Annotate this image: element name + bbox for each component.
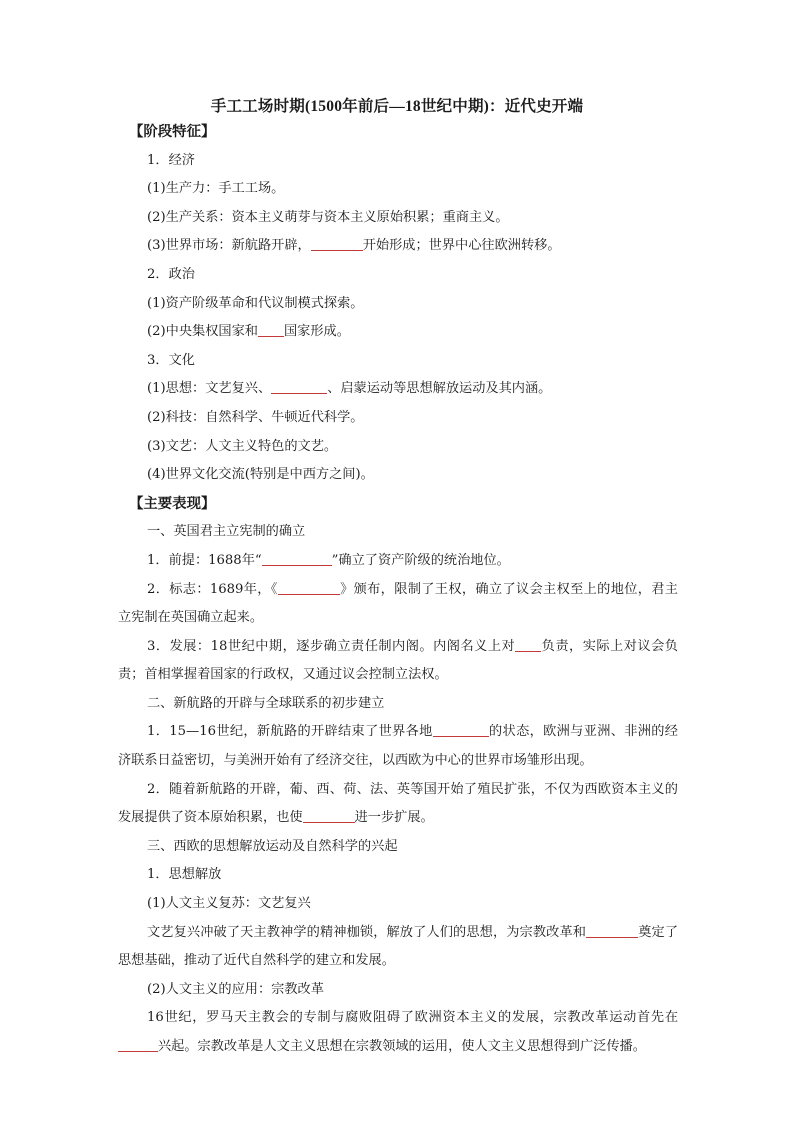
stage-heading: 【阶段特征】 xyxy=(129,123,216,140)
section-3-title: 三、西欧的思想解放运动及自然科学的兴起 xyxy=(147,838,398,854)
text-segment: 进一步扩展。 xyxy=(354,810,434,826)
economy-item-3 xyxy=(118,232,678,261)
fill-blank[interactable] xyxy=(311,234,363,251)
fill-blank[interactable] xyxy=(271,377,327,394)
text-segment: (2)中央集权国家和 xyxy=(147,324,258,340)
text-segment: 开始形成；世界中心往欧洲转移。 xyxy=(362,238,561,254)
politics-item-1: (1)资产阶级革命和代议制模式探索。 xyxy=(147,295,364,311)
text-segment: 文艺复兴冲破了天主教神学的精神枷锁，解放了人们的思想，为宗教改革和 xyxy=(147,924,587,940)
page-title: 手工工场时期(1500年前后—18世纪中期)：近代史开端 xyxy=(210,98,584,115)
fill-blank[interactable] xyxy=(258,320,284,337)
section-3-sub-1: 1．思想解放 xyxy=(147,867,222,883)
text-segment: 负责，实际上对议会负责；首相掌握着国家的行政权，又通过议会控制立法权。 xyxy=(118,638,678,683)
text-segment: 16世纪，罗马天主教会的专制与腐败阻碍了欧洲资本主义的发展，宗教改革运动首先 xyxy=(147,1010,665,1026)
section-1-para-3 xyxy=(118,633,678,690)
economy-item-1: (1)生产力：手工工场。 xyxy=(147,181,285,197)
text-segment: 国家形成。 xyxy=(284,324,350,340)
section-1-para-2 xyxy=(118,576,678,633)
fill-blank[interactable] xyxy=(303,806,355,823)
section-1-title: 一、英国君主立宪制的确立 xyxy=(147,524,306,540)
text-segment: ”确立了资产阶级的统治地位。 xyxy=(331,552,510,568)
text-segment: 奠定了思想基础，推动了近代自然科学的建立和发展。 xyxy=(118,924,679,969)
text-segment: 2．标志：1689年，《 xyxy=(147,581,278,597)
culture-item-3: (3)文艺：人文主义特色的文艺。 xyxy=(147,438,338,454)
culture-label: 3．文化 xyxy=(147,352,195,368)
text-segment: 的状态，欧洲与亚洲、非洲的经济联系日益密切，与美洲开始有了经济交往，以西欧为中心的世界市场雏形出现。 xyxy=(118,724,678,769)
document-body xyxy=(118,118,678,1062)
text-segment: 、启蒙运动等思想解放运动及其内涵。 xyxy=(327,381,552,397)
text-segment: (3)世界市场：新航路开辟， xyxy=(147,238,311,254)
culture-item-4: (4)世界文化交流(特别是中西方之间)。 xyxy=(147,467,374,483)
text-segment: 1．前提：1688年“ xyxy=(147,552,262,568)
section-3-para-1 xyxy=(118,919,678,976)
fill-blank[interactable] xyxy=(515,635,541,652)
economy-label: 1．经济 xyxy=(147,152,195,168)
main-heading: 【主要表现】 xyxy=(129,494,216,512)
text-segment: 兴起。宗教改革是人文主义思想在宗教领域的运用，使人文主义思想得到广泛传播。 xyxy=(158,1039,646,1054)
section-3-sub-1a: (1)人文主义复苏：文艺复兴 xyxy=(147,896,311,912)
politics-label: 2．政治 xyxy=(147,266,195,282)
section-3-sub-1b: (2)人文主义的应用：宗教改革 xyxy=(147,981,324,997)
politics-item-2 xyxy=(118,318,678,347)
fill-blank[interactable] xyxy=(278,578,340,595)
culture-item-2: (2)科技：自然科学、牛顿近代科学。 xyxy=(147,409,364,425)
text-segment: 2．随着新航路的开辟，葡、西、荷、法、英等国开始了殖民扩张，不仅为西欧资本主义的发展提供了资本原始积累，也使 xyxy=(118,781,678,826)
section-2-title: 二、新航路的开辟与全球联系的初步建立 xyxy=(147,695,385,711)
economy-item-2: (2)生产关系：资本主义萌芽与资本主义原始积累；重商主义。 xyxy=(147,209,509,225)
text-segment: (1)思想：文艺复兴、 xyxy=(147,381,272,397)
text-segment: 1．15—16世纪，新航路的开辟结束了世界各地 xyxy=(147,724,433,740)
culture-item-1 xyxy=(118,375,678,404)
section-2-para-1 xyxy=(118,718,678,775)
text-segment: 3．发展：18世纪中期，逐步确立责任制内阁。内阁名义上对 xyxy=(147,638,516,654)
fill-blank[interactable] xyxy=(586,921,638,938)
fill-blank[interactable] xyxy=(118,1035,158,1052)
section-2-para-2 xyxy=(118,776,678,833)
section-3-para-2 xyxy=(118,1004,678,1061)
fill-blank[interactable] xyxy=(262,549,332,566)
section-1-para-1 xyxy=(118,547,678,576)
text-segment: 在 xyxy=(664,1010,678,1026)
text-segment: 》颁布，限制了王权，确立了议会主权至上的地位，君主立宪制在英国确立起来。 xyxy=(118,581,678,626)
fill-blank[interactable] xyxy=(433,720,489,737)
